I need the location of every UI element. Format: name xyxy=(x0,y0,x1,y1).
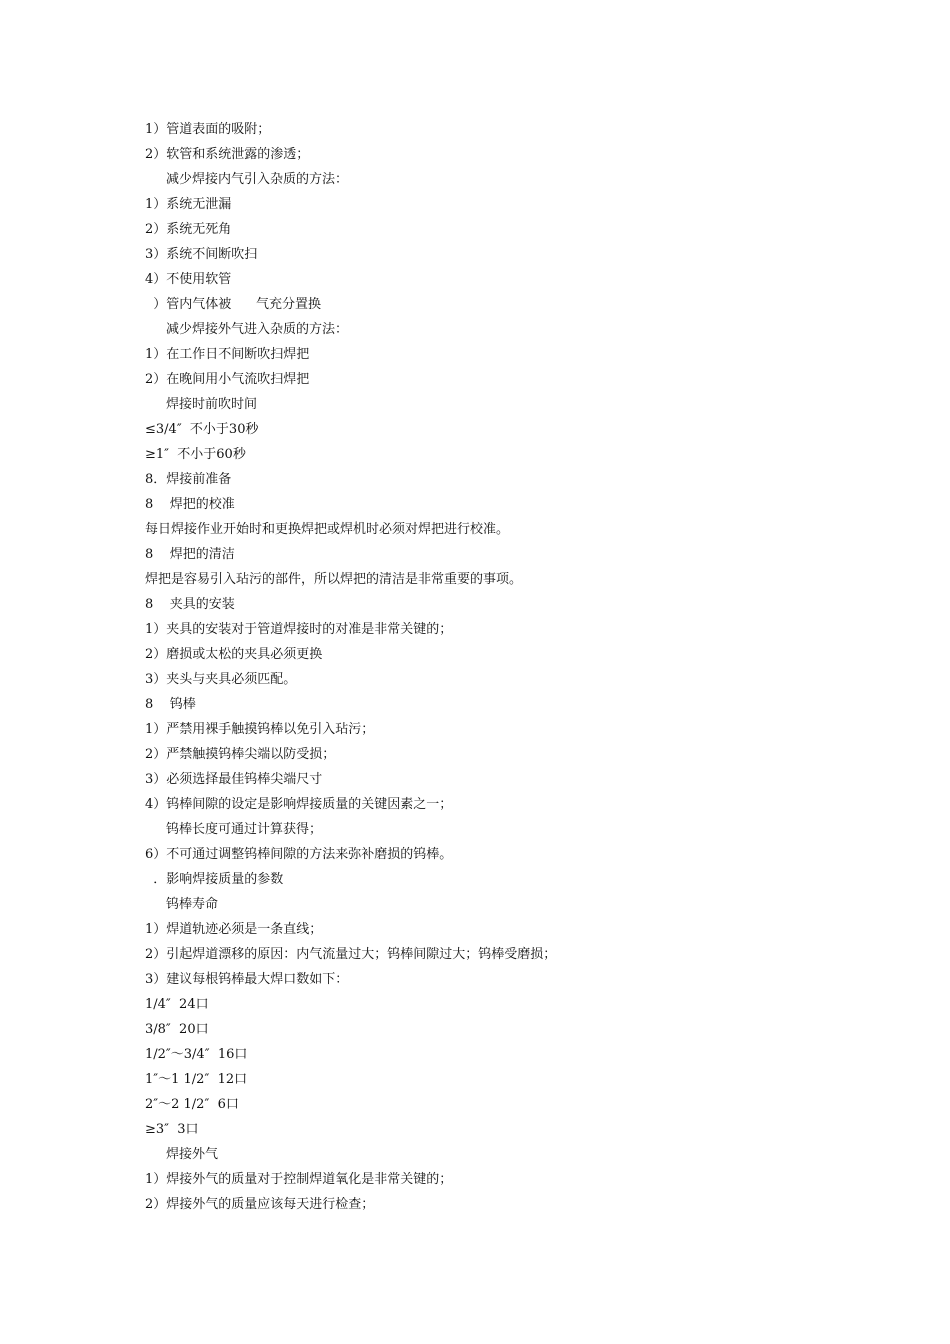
text-line: 6）不可通过调整钨棒间隙的方法来弥补磨损的钨棒。 xyxy=(145,847,453,862)
text-line: 焊接时前吹时间 xyxy=(166,397,258,412)
text-line: 2）焊接外气的质量应该每天进行检查； xyxy=(145,1197,375,1212)
text-line: 8 焊把的清洁 xyxy=(145,547,235,562)
text-line: ≥3″ 3口 xyxy=(145,1122,199,1137)
text-line: 2）严禁触摸钨棒尖端以防受损； xyxy=(145,747,336,762)
text-line: 1）夹具的安装对于管道焊接时的对准是非常关键的； xyxy=(145,622,453,637)
text-line: 减少焊接外气进入杂质的方法： xyxy=(166,322,349,337)
text-line: 2）软管和系统泄露的渗透； xyxy=(145,147,310,162)
text-line: 1）系统无泄漏 xyxy=(145,197,232,212)
text-line: 2）引起焊道漂移的原因：内气流量过大；钨棒间隙过大；钨棒受磨损； xyxy=(145,947,557,962)
text-line: 3）夹头与夹具必须匹配。 xyxy=(145,672,297,687)
text-line: 1）焊接外气的质量对于控制焊道氧化是非常关键的； xyxy=(145,1172,453,1187)
text-line: ≤3/4″ 不小于30秒 xyxy=(145,422,259,437)
text-line: 4）钨棒间隙的设定是影响焊接质量的关键因素之一； xyxy=(145,797,453,812)
text-line: 4）不使用软管 xyxy=(145,272,232,287)
text-line: 3/8″ 20口 xyxy=(145,1022,209,1037)
text-line: 1″～1 1/2″ 12口 xyxy=(145,1072,248,1087)
text-line: 1）在工作日不间断吹扫焊把 xyxy=(145,347,310,362)
document-body xyxy=(145,117,865,1217)
text-line: 焊接外气 xyxy=(166,1147,219,1162)
text-line: 8．焊接前准备 xyxy=(145,472,232,487)
text-line: 1）管道表面的吸附； xyxy=(145,122,271,137)
text-line: 钨棒寿命 xyxy=(166,897,219,912)
text-line: 8 夹具的安装 xyxy=(145,597,235,612)
text-line: 1/2″～3/4″ 16口 xyxy=(145,1047,248,1062)
text-line: 钨棒长度可通过计算获得； xyxy=(166,822,323,837)
text-line: ≥1″ 不小于60秒 xyxy=(145,447,246,462)
text-line: 1）严禁用裸手触摸钨棒以免引入玷污； xyxy=(145,722,375,737)
text-line: ．影响焊接质量的参数 xyxy=(145,872,284,887)
text-line: 2）在晚间用小气流吹扫焊把 xyxy=(145,372,310,387)
text-line: 每日焊接作业开始时和更换焊把或焊机时必须对焊把进行校准。 xyxy=(145,522,510,537)
text-line: 3）必须选择最佳钨棒尖端尺寸 xyxy=(145,772,323,787)
text-line: 8 焊把的校准 xyxy=(145,497,235,512)
text-line: 减少焊接内气引入杂质的方法： xyxy=(166,172,349,187)
text-line: 焊把是容易引入玷污的部件，所以焊把的清洁是非常重要的事项。 xyxy=(145,572,523,587)
text-line: 2）系统无死角 xyxy=(145,222,232,237)
text-line: 2″～2 1/2″ 6口 xyxy=(145,1097,239,1112)
text-line: 8 钨棒 xyxy=(145,697,196,712)
text-line: 3）系统不间断吹扫 xyxy=(145,247,258,262)
text-line: 3）建议每根钨棒最大焊口数如下： xyxy=(145,972,349,987)
text-line: 1/4″ 24口 xyxy=(145,997,209,1012)
text-line: ）管内气体被 气充分置换 xyxy=(145,297,322,312)
text-line: 2）磨损或太松的夹具必须更换 xyxy=(145,647,323,662)
text-line: 1）焊道轨迹必须是一条直线； xyxy=(145,922,323,937)
